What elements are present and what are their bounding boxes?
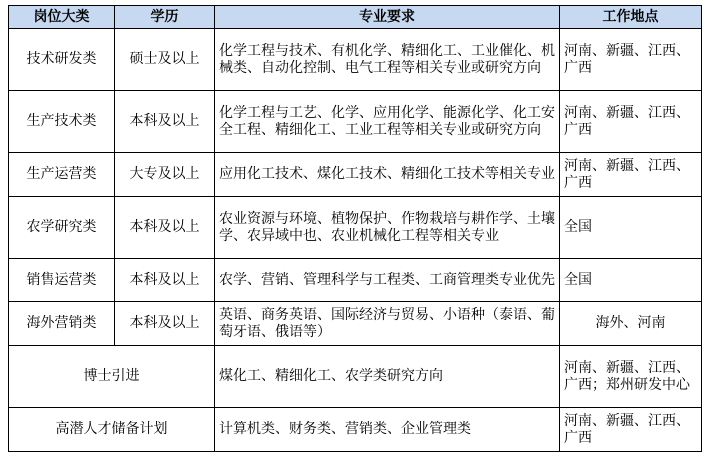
category-cell: 生产技术类 [9, 91, 115, 153]
education-cell: 本科及以上 [115, 197, 215, 259]
table-row [9, 197, 702, 259]
major-cell: 农学、营销、管理科学与工程类、工商管理类专业优先 [215, 259, 560, 302]
category-cell: 海外营销类 [9, 302, 115, 346]
table-row [9, 408, 702, 452]
education-cell: 本科及以上 [115, 302, 215, 346]
table-row [9, 259, 702, 302]
location-cell: 河南、新疆、江西、广西 [560, 29, 702, 91]
major-cell: 计算机类、财务类、营销类、企业管理类 [215, 408, 560, 452]
major-cell: 煤化工、精细化工、农学类研究方向 [215, 346, 560, 408]
table-row [9, 153, 702, 197]
major-cell: 农业资源与环境、植物保护、作物栽培与耕作学、土壤学、农异域中也、农业机械化工程等相关专业 [215, 197, 560, 259]
location-cell: 河南、新疆、江西、广西 [560, 91, 702, 153]
location-cell: 河南、新疆、江西、广西 [560, 408, 702, 452]
category-cell: 生产运营类 [9, 153, 115, 197]
education-cell: 本科及以上 [115, 259, 215, 302]
category-cell: 销售运营类 [9, 259, 115, 302]
header-category: 岗位大类 [9, 6, 115, 29]
location-cell: 全国 [560, 259, 702, 302]
header-major: 专业要求 [215, 6, 560, 29]
category-cell: 博士引进 [9, 346, 215, 408]
location-cell: 海外、河南 [560, 302, 702, 346]
table-row [9, 346, 702, 408]
major-cell: 英语、商务英语、国际经济与贸易、小语种（泰语、葡萄牙语、俄语等） [215, 302, 560, 346]
education-cell: 本科及以上 [115, 91, 215, 153]
education-cell: 硕士及以上 [115, 29, 215, 91]
education-cell: 大专及以上 [115, 153, 215, 197]
header-row [9, 6, 702, 29]
category-cell: 农学研究类 [9, 197, 115, 259]
header-education: 学历 [115, 6, 215, 29]
major-cell: 应用化工技术、煤化工技术、精细化工技术等相关专业 [215, 153, 560, 197]
table-row [9, 91, 702, 153]
header-location: 工作地点 [560, 6, 702, 29]
location-cell: 河南、新疆、江西、广西 [560, 153, 702, 197]
table-row [9, 29, 702, 91]
category-cell: 技术研发类 [9, 29, 115, 91]
major-cell: 化学工程与技术、有机化学、精细化工、工业催化、机械类、自动化控制、电气工程等相关专业或研究方向 [215, 29, 560, 91]
major-cell: 化学工程与工艺、化学、应用化学、能源化学、化工安全工程、精细化工、工业工程等相关专业或研究方向 [215, 91, 560, 153]
location-cell: 全国 [560, 197, 702, 259]
location-cell: 河南、新疆、江西、广西；郑州研发中心 [560, 346, 702, 408]
category-cell: 高潜人才储备计划 [9, 408, 215, 452]
recruitment-table [8, 5, 702, 452]
table-row [9, 302, 702, 346]
